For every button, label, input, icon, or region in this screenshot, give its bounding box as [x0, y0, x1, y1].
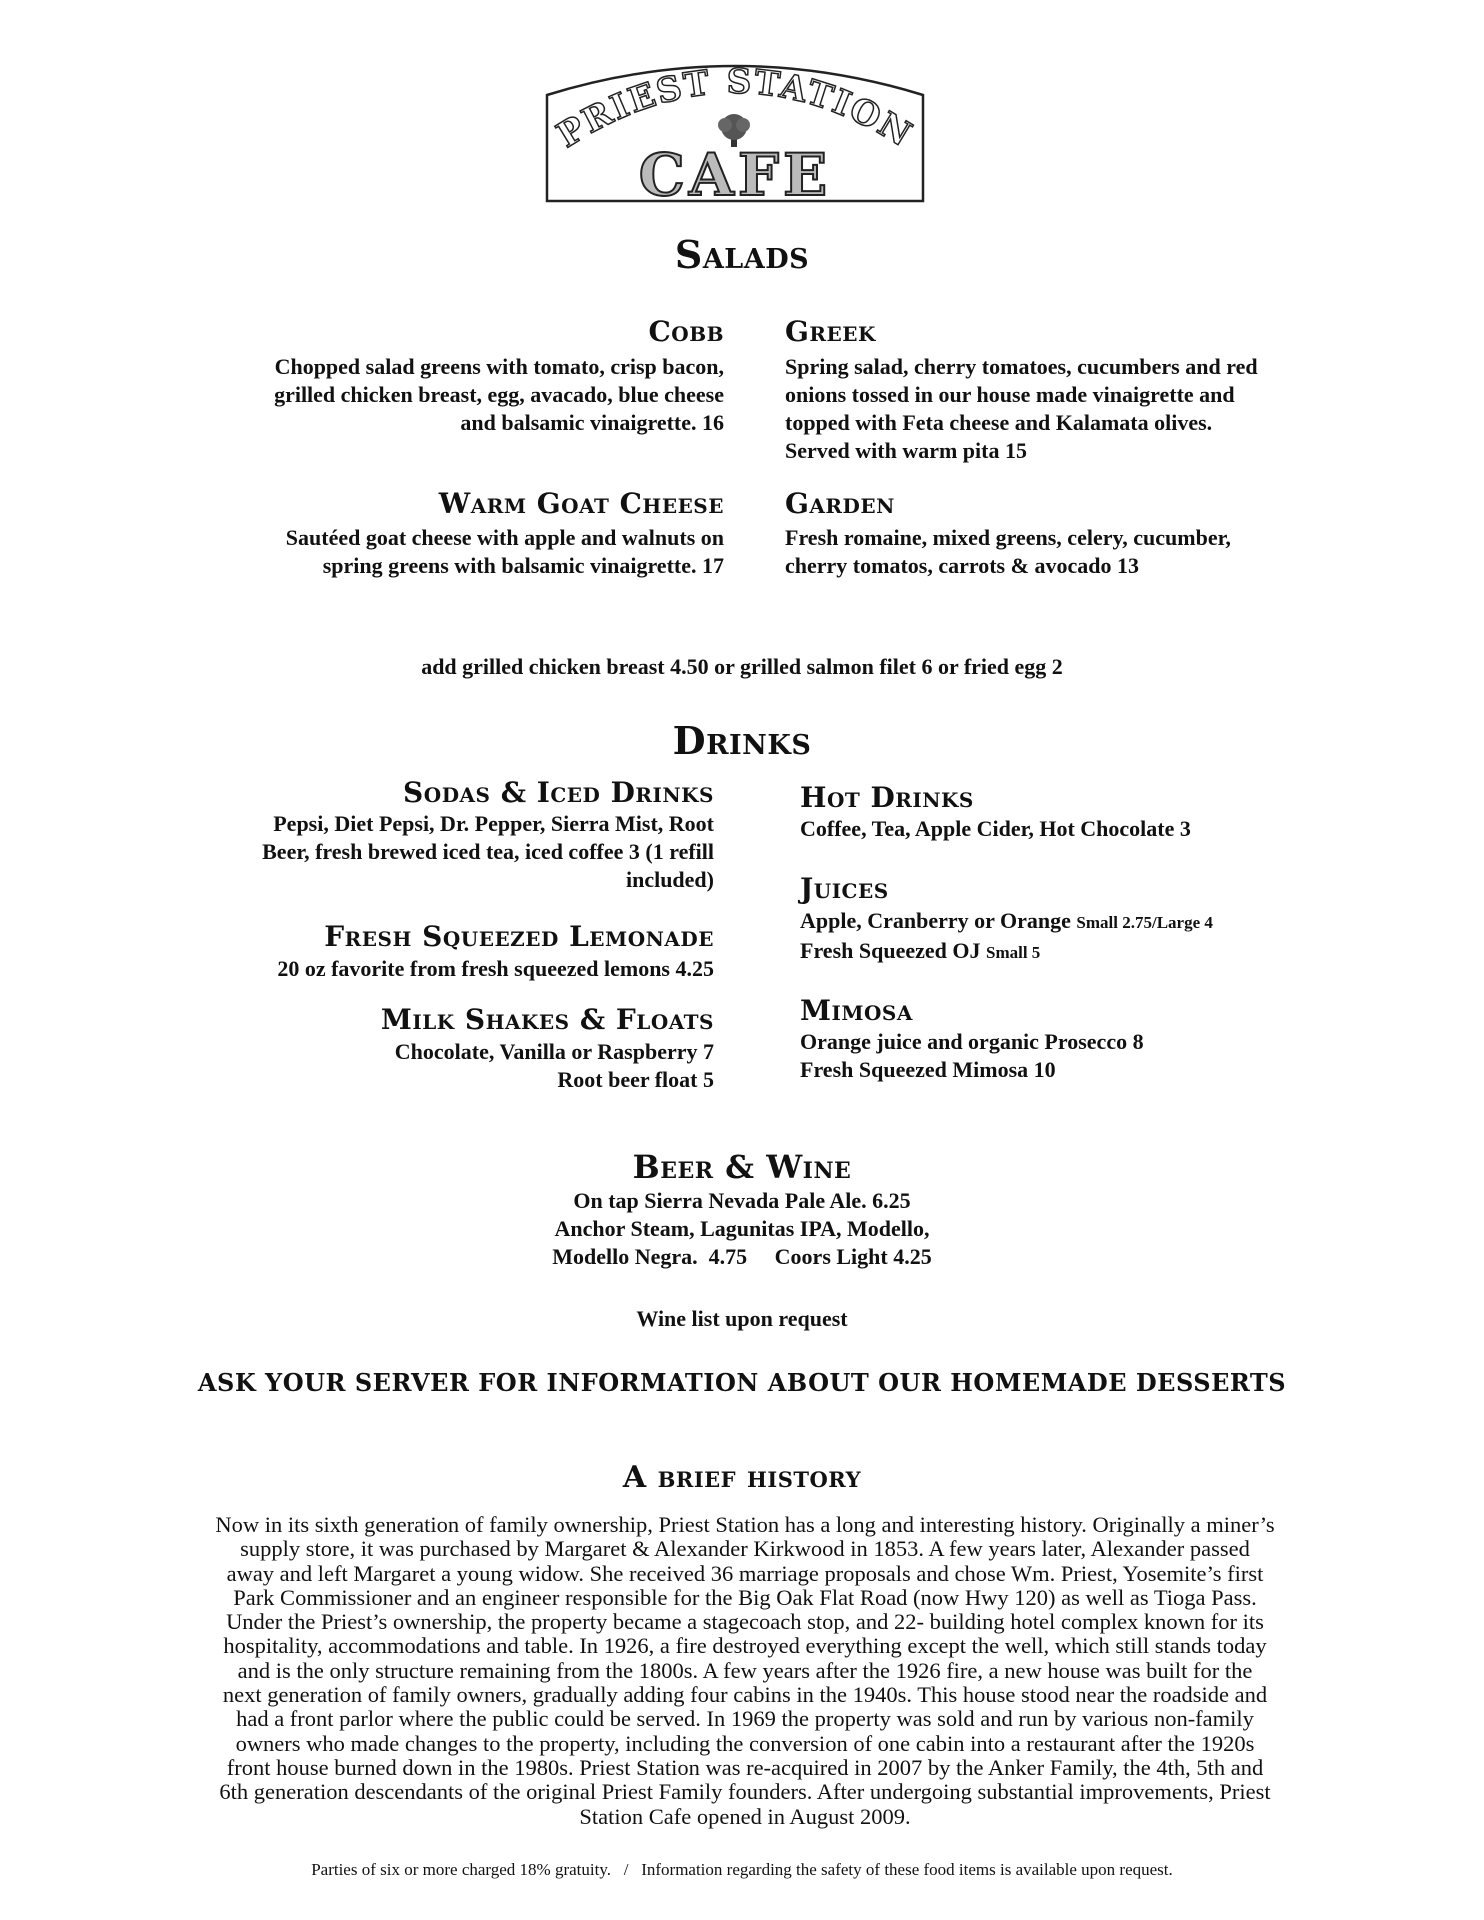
- warm-goat-cheese-description: Sautéed goat cheese with apple and walnuts on spring greens with balsamic vinaigrette. 17: [285, 525, 724, 578]
- beer-wine-description: On tap Sierra Nevada Pale Ale. 6.25 Anchor Steam, Lagunitas IPA, Modello, Modello Negra. 4.75 Coors Light 4.25: [552, 1188, 932, 1269]
- history-text: Now in its sixth generation of family ownership, Priest Station has a long and interesting history. Originally a miner’s supply store, it was purchased by Margaret & Alexander Kirkwood in 1853. A few years later, Alexander passed away and left Margaret a young widow. She received 36 marriage proposals and chose Wm. Priest, Yosemite’s first Park Commissioner and an engineer responsible for the Big Oak Flat Road (now Hwy 120) as well as Tioga Pass. Under the Priest’s ownership, the property became a stagecoach stop, and 22- building hotel complex known for its hospitality, accommodations and table. In 1926, a fire destroyed everything except the well, which still stands today and is the only structure remaining from the 1800s. A few years after the 1926 fire, a new house was built for the next generation of family owners, gradually adding four cabins in the 1940s. This house stood near the roadside and had a front parlor where the public could be served. In 1969 the property was sold and run by various non-family owners who made changes to the property, including the conversion of one cabin into a restaurant after the 1920s front house burned down in the 1980s. Priest Station was re-acquired in 2007 by the Anker Family, the 4th, 5th and 6th generation descendants of the original Priest Family founders. After undergoing substantial improvements, Priest Station Cafe opened in August 2009.: [215, 1512, 1275, 1829]
- beer-wine-title: Beer & Wine: [632, 1148, 852, 1186]
- warm-goat-cheese-title: Warm Goat Cheese: [438, 487, 724, 520]
- salads-heading: Salads: [674, 232, 810, 277]
- footer-note: Parties of six or more charged 18% gratuity. / Information regarding the safety of these food items is available upon request.: [311, 1860, 1173, 1879]
- svg-text:PRIEST STATION: PRIEST STATION: [550, 61, 920, 156]
- garden-description: Fresh romaine, mixed greens, celery, cucumber, cherry tomatos, carrots & avocado 13: [785, 525, 1231, 578]
- sodas-description: Pepsi, Diet Pepsi, Dr. Pepper, Sierra Mist, Root Beer, fresh brewed iced tea, iced coffee 3 (1 refill included): [262, 811, 714, 892]
- svg-text:CAFE: CAFE: [638, 141, 832, 203]
- mimosa-description: Orange juice and organic Prosecco 8 Fresh Squeezed Mimosa 10: [800, 1029, 1144, 1082]
- greek-title: Greek: [785, 315, 876, 348]
- hot-drinks-title: Hot Drinks: [800, 781, 974, 814]
- cobb-description: Chopped salad greens with tomato, crisp bacon, grilled chicken breast, egg, avacado, blue cheese and balsamic vinaigrette. 16: [274, 354, 724, 435]
- salad-addons: add grilled chicken breast 4.50 or grilled salmon filet 6 or fried egg 2: [421, 654, 1063, 679]
- history-heading: A brief history: [622, 1460, 862, 1495]
- milk-shakes-description: Chocolate, Vanilla or Raspberry 7 Root beer float 5: [394, 1039, 714, 1092]
- lemonade-title: Fresh Squeezed Lemonade: [324, 920, 714, 953]
- priest-station-cafe-logo: [545, 55, 925, 203]
- mimosa-title: Mimosa: [800, 994, 913, 1027]
- cobb-title: Cobb: [648, 315, 724, 348]
- hot-drinks-description: Coffee, Tea, Apple Cider, Hot Chocolate 3: [800, 816, 1191, 841]
- drinks-heading: Drinks: [672, 718, 812, 763]
- juices-title: Juices: [800, 872, 889, 905]
- greek-description: Spring salad, cherry tomatoes, cucumbers and red onions tossed in our house made vinaigrette and topped with Feta cheese and Kalamata olives. Served with warm pita 15: [785, 354, 1258, 463]
- garden-title: Garden: [785, 487, 895, 520]
- lemonade-description: 20 oz favorite from fresh squeezed lemons 4.25: [277, 956, 714, 981]
- milk-shakes-title: Milk Shakes & Floats: [380, 1003, 714, 1036]
- juices-description: Apple, Cranberry or Orange Small 2.75/Large 4 Fresh Squeezed OJ Small 5: [800, 908, 1213, 963]
- desserts-note: ASK YOUR SERVER FOR INFORMATION ABOUT OUR HOMEMADE DESSERTS: [197, 1368, 1287, 1397]
- wine-list-note: Wine list upon request: [636, 1306, 848, 1331]
- sodas-title: Sodas & Iced Drinks: [403, 776, 714, 809]
